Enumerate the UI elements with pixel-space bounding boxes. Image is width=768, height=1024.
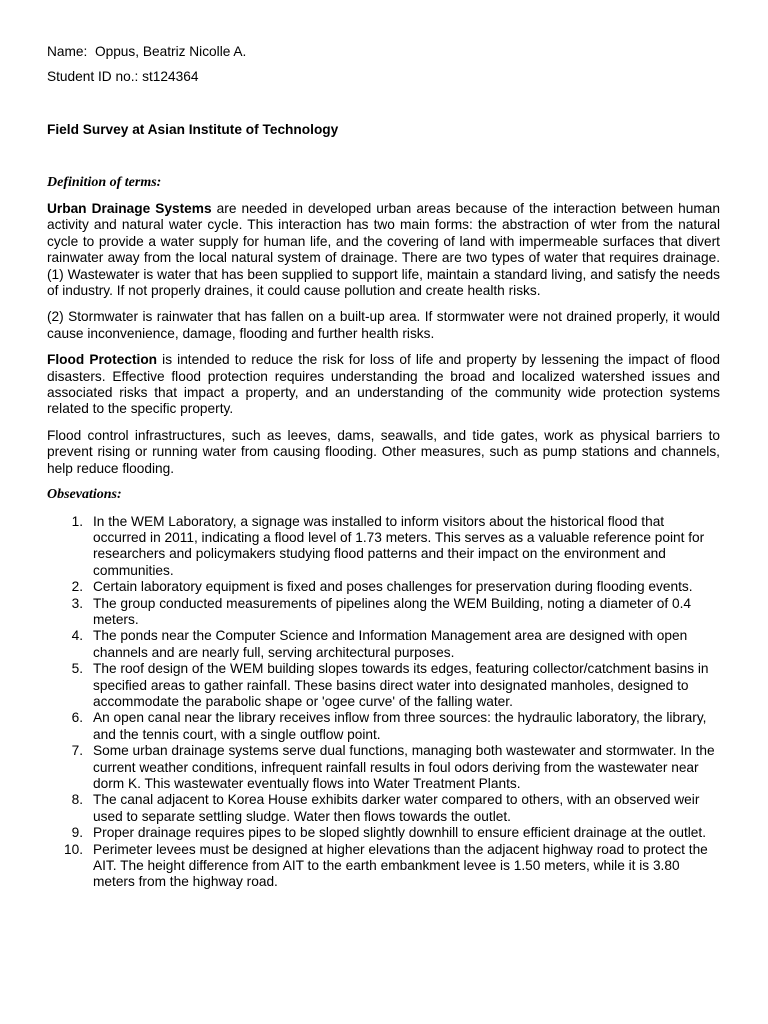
list-item [47, 596, 720, 629]
list-item-text: An open canal near the library receives inflow from three sources: the hydraulic laboratory, the library, and the tennis court, with a single outflow point. [93, 710, 707, 742]
student-id-value: st124364 [142, 69, 199, 84]
list-item-number: 9. [71, 825, 83, 841]
list-item-number: 7. [71, 743, 83, 759]
list-item-text: Perimeter levees must be designed at higher elevations than the adjacent highway road to protect the AIT. The height difference from AIT to the earth embankment levee is 1.50 meters, while it is 3.80 meters from the highway road. [93, 841, 708, 890]
term-flood-protection: Flood Protection [47, 352, 158, 368]
definitions-heading: Definition of terms: [47, 175, 162, 190]
name-value: Oppus, Beatriz Nicolle A. [94, 44, 247, 59]
list-item-number: 10. [63, 841, 83, 857]
list-item [47, 825, 720, 841]
document-title: Field Survey at Asian Institute of Technology [47, 122, 339, 137]
list-item-number: 1. [71, 513, 83, 529]
list-item [47, 514, 720, 580]
name-label: Name: [47, 44, 88, 59]
text-flood-protection: is intended to reduce the risk for loss of life and property by lessening the impact of flood disasters. Effective flood protection requires understanding the broad and localized watershed issues and associated risks that impact a property, and an understanding of the community wide protection systems related to the specific property. [47, 352, 721, 417]
list-item-text: The roof design of the WEM building slopes towards its edges, featuring collector/catchment basins in specified areas to gather rainfall. These basins direct water into designated manholes, designed to accommodate the parabolic shape or 'ogee curve' of the falling water. [93, 661, 709, 709]
paragraph-stormwater: (2) Stormwater is rainwater that has fallen on a built-up area. If stormwater were not drained properly, it would cause inconvenience, damage, flooding and further health risks. [47, 309, 720, 341]
list-item-text: The group conducted measurements of pipelines along the WEM Building, noting a diameter of 0.4 meters. [93, 595, 692, 627]
name-line [47, 44, 246, 61]
list-item [47, 661, 720, 710]
list-item-text: Proper drainage requires pipes to be sloped slightly downhill to ensure efficient drainage at the outlet. [93, 825, 707, 841]
list-item [47, 743, 720, 792]
list-item-text: Some urban drainage systems serve dual functions, managing both wastewater and stormwater. In the current weather conditions, infrequent rainfall results in foul odors deriving from the wastewater near dorm K. This wastewater eventually flows into Water Treatment Plants. [93, 743, 715, 791]
student-id-label: Student ID no.: [47, 69, 139, 84]
list-item-text: The canal adjacent to Korea House exhibits darker water compared to others, with an observed weir used to separate settling sludge. Water then flows towards the outlet. [93, 792, 700, 824]
term-urban-drainage: Urban Drainage Systems [47, 201, 212, 216]
text-urban-drainage: are needed in developed urban areas because of the interaction between human activity and natural water cycle. This interaction has two main forms: the abstraction of wter from the natural cycle to provide a water supply for human life, and the covering of land with impermeable surfaces that divert rainwater away from the local natural system of drainage. There are two types of water that requires drainage. (1) Wastewater is water that has been supplied to support life, maintain a standard living, and satisfy the needs of industry. If not properly draines, it could cause pollution and create health risks. [47, 201, 721, 299]
paragraph-urban-drainage [47, 201, 720, 299]
paragraph-flood-protection [47, 352, 720, 418]
list-item-number: 4. [71, 628, 83, 644]
list-item-text: The ponds near the Computer Science and Information Management area are designed with open channels and are nearly full, serving architectural purposes. [93, 628, 688, 660]
document-body [47, 201, 720, 891]
list-item [47, 792, 720, 825]
observations-heading: Obsevations: [47, 487, 122, 503]
list-item-text: Certain laboratory equipment is fixed and poses challenges for preservation during flooding events. [93, 579, 693, 595]
list-item-number: 5. [71, 661, 83, 677]
list-item-number: 3. [71, 595, 83, 611]
list-item [47, 710, 720, 743]
student-id-line [47, 69, 198, 86]
list-item-number: 8. [71, 792, 83, 808]
paragraph-flood-control: Flood control infrastructures, such as leeves, dams, seawalls, and tide gates, work as physical barriers to prevent rising or running water from causing flooding. Other measures, such as pump stations and channels, help reduce flooding. [47, 427, 720, 476]
list-item-number: 2. [71, 579, 83, 595]
list-item [47, 579, 720, 595]
observations-list [47, 514, 720, 891]
list-item-number: 6. [71, 710, 83, 726]
list-item [47, 628, 720, 661]
list-item-text: In the WEM Laboratory, a signage was installed to inform visitors about the historical flood that occurred in 2011, indicating a flood level of 1.73 meters. This serves as a valuable reference point for researchers and policymakers studying flood patterns and their impact on the environment and communities. [93, 513, 705, 578]
list-item [47, 842, 720, 891]
